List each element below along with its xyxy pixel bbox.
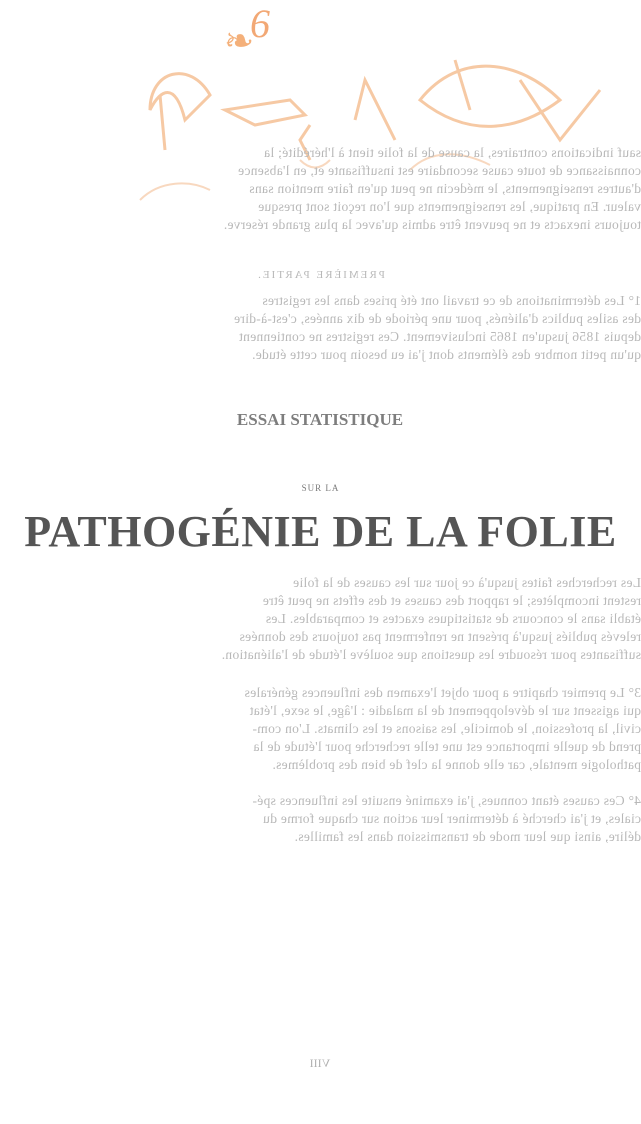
mirrored-heading: PREMIÈRE PARTIE. (256, 269, 385, 281)
title-joiner: SUR LA (301, 483, 340, 493)
mirrored-line: Les recherches faites jusqu'à ce jour sur les causes de la folie (292, 575, 641, 590)
mirrored-line: 4° Ces causes étant connues, j'ai examiné ensuite les influences spé- (252, 793, 641, 808)
mirrored-line: qu'un petit nombre des éléments dont j'ai eu besoin pour cette étude. (251, 347, 641, 362)
mirrored-line: des asiles publics d'aliénés, pour une période de dix années, c'est-à-dire (233, 311, 641, 326)
mirrored-line: toujours inexacts et ne peuvent être admis qu'avec la plus grande réserve. (223, 217, 641, 232)
mirrored-line: suffisantes pour résoudre les questions que soulève l'étude de l'aliénation. (221, 647, 641, 662)
mirrored-line: pathologie mentale, car elle donne la clef de bien des problèmes. (272, 757, 641, 772)
mirrored-line: délire, ainsi que leur mode de transmission dans les familles. (294, 829, 641, 844)
mirrored-line: sauf indications contraires, la cause de la folie tient à l'hérédité; la (263, 145, 641, 160)
mirrored-line: d'autres renseignements, le médecin ne peut qu'en faire mention sans (249, 181, 641, 196)
mirrored-line: restent incomplètes; le rapport des causes et des effets ne peut être (262, 593, 641, 608)
mirrored-line: connaissance de toute cause secondaire est insuffisante et, en l'absence (237, 163, 641, 178)
ink-page-mark: 6 (250, 1, 270, 46)
mirrored-line: relevés publiés jusqu'à présent ne renferment pas toujours des données (239, 629, 641, 644)
mirrored-page-number: VIII (309, 1056, 331, 1070)
mirrored-line: civil, la profession, le domicile, les saisons et les climats. L'on com- (252, 721, 641, 736)
mirrored-line: 3° Le premier chapitre a pour objet l'examen des influences générales (244, 685, 641, 700)
mirrored-line: établi sans le concours de statistiques exactes et comparables. Les (265, 611, 641, 626)
title-prefix: ESSAI STATISTIQUE (236, 410, 404, 429)
mirrored-line: ciales, et j'ai cherché à déterminer leur action sur chaque forme du (262, 811, 641, 826)
ornament-glyph: ❧ (224, 21, 255, 61)
mirrored-line: qui agissent sur le développement de la maladie : l'âge, le sexe, l'état (249, 703, 641, 718)
mirrored-line: 1° Les déterminations de ce travail ont été prises dans les registres (262, 293, 641, 308)
mirrored-line: valeur. En pratique, les renseignements que l'on reçoit sont presque (257, 199, 641, 214)
title-main: PATHOGÉNIE DE LA FOLIE (24, 507, 617, 556)
mirrored-line: prend de quelle importance est une telle recherche pour l'étude de la (253, 739, 641, 754)
mirrored-line: depuis 1856 jusqu'en 1865 inclusivement. Ces registres ne contiennent (238, 329, 641, 344)
